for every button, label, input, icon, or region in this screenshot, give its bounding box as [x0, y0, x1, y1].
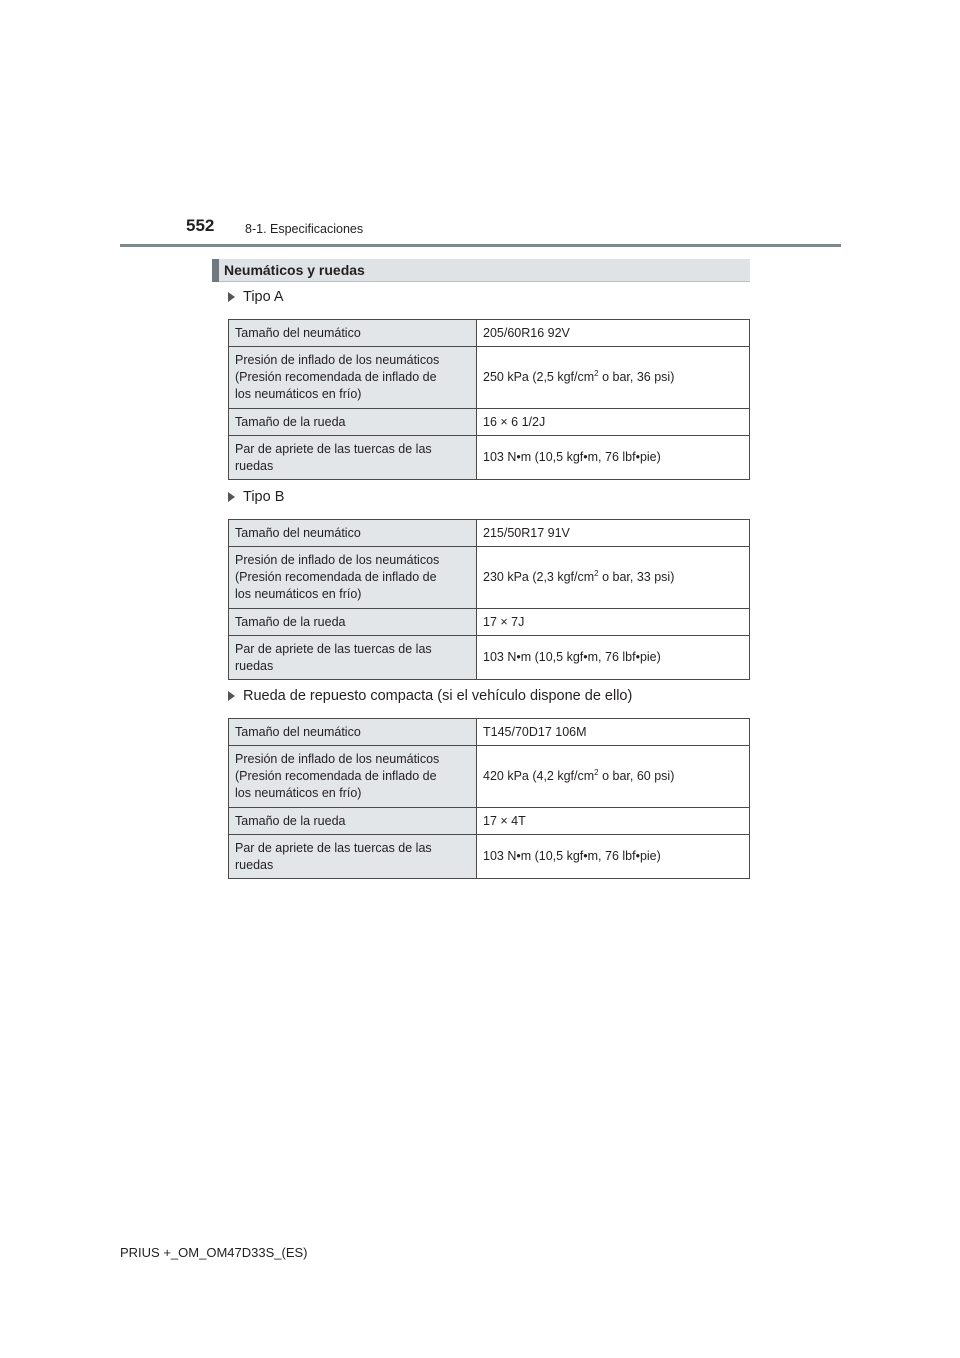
label-line: Par de apriete de las tuercas de las: [235, 840, 432, 855]
value-main: 230 kPa (2,3 kgf/cm: [483, 570, 595, 584]
spec-table-tipo-a: [228, 319, 750, 480]
value-rest: o bar, 33 psi): [598, 570, 675, 584]
triangle-bullet-icon: [228, 691, 235, 701]
table-row: [229, 835, 750, 879]
row-value: 215/50R17 91V: [477, 520, 750, 547]
value-main: 420 kPa (4,2 kgf/cm: [483, 769, 595, 783]
label-line: (Presión recomendada de inflado de: [235, 370, 437, 384]
subhead-label: Tipo A: [243, 289, 284, 305]
table-row: [229, 320, 750, 347]
row-value: 103 N•m (10,5 kgf•m, 76 lbf•pie): [477, 835, 750, 879]
row-label: [229, 835, 477, 879]
label-line: Presión de inflado de los neumáticos: [235, 353, 440, 367]
row-label: Tamaño de la rueda: [229, 609, 477, 636]
section-heading: [212, 259, 750, 282]
label-line: ruedas: [235, 458, 274, 473]
table-row: [229, 808, 750, 835]
row-label: Tamaño de la rueda: [229, 409, 477, 436]
table-row: [229, 520, 750, 547]
value-superscript: 2: [594, 368, 599, 378]
label-line: los neumáticos en frío): [235, 786, 362, 800]
label-line: Presión de inflado de los neumáticos: [235, 553, 440, 567]
table-row: [229, 746, 750, 808]
label-line: Par de apriete de las tuercas de las: [235, 441, 432, 456]
table-row: [229, 347, 750, 409]
row-label: [229, 746, 477, 808]
header-rule: [120, 244, 841, 247]
table-row: [229, 547, 750, 609]
row-value: 16 × 6 1/2J: [477, 409, 750, 436]
table-row: [229, 436, 750, 480]
spec-table-tipo-b: [228, 519, 750, 680]
row-value: [477, 547, 750, 609]
label-line: (Presión recomendada de inflado de: [235, 570, 437, 584]
spec-table-spare: [228, 718, 750, 879]
triangle-bullet-icon: [228, 292, 235, 302]
label-line: los neumáticos en frío): [235, 387, 362, 401]
subhead-label: Tipo B: [243, 489, 285, 505]
table-row: [229, 609, 750, 636]
row-value: T145/70D17 106M: [477, 719, 750, 746]
subhead-tipo-b: [228, 489, 284, 505]
label-line: (Presión recomendada de inflado de: [235, 769, 437, 783]
subhead-label: Rueda de repuesto compacta (si el vehículo dispone de ello): [243, 688, 633, 704]
triangle-bullet-icon: [228, 492, 235, 502]
label-line: ruedas: [235, 658, 274, 673]
row-label: Tamaño del neumático: [229, 719, 477, 746]
table-row: [229, 636, 750, 680]
table-row: [229, 409, 750, 436]
value-rest: o bar, 36 psi): [598, 370, 675, 384]
row-value: [477, 746, 750, 808]
row-value: 17 × 4T: [477, 808, 750, 835]
row-value: 103 N•m (10,5 kgf•m, 76 lbf•pie): [477, 436, 750, 480]
table-row: [229, 719, 750, 746]
chapter-title: 8-1. Especificaciones: [245, 222, 364, 236]
label-line: los neumáticos en frío): [235, 587, 362, 601]
section-title: Neumáticos y ruedas: [224, 262, 365, 278]
footer-doc-code: PRIUS +_OM_OM47D33S_(ES): [120, 1245, 308, 1260]
row-label: Tamaño de la rueda: [229, 808, 477, 835]
label-line: Presión de inflado de los neumáticos: [235, 752, 440, 766]
label-line: Par de apriete de las tuercas de las: [235, 641, 432, 656]
subhead-tipo-a: [228, 289, 284, 305]
row-label: Tamaño del neumático: [229, 320, 477, 347]
row-label: [229, 636, 477, 680]
subhead-spare: [228, 688, 632, 704]
label-line: ruedas: [235, 857, 274, 872]
row-label: [229, 347, 477, 409]
value-main: 250 kPa (2,5 kgf/cm: [483, 370, 595, 384]
row-value: [477, 347, 750, 409]
row-label: [229, 436, 477, 480]
row-value: 103 N•m (10,5 kgf•m, 76 lbf•pie): [477, 636, 750, 680]
row-value: 205/60R16 92V: [477, 320, 750, 347]
value-superscript: 2: [594, 568, 599, 578]
page-number: 552: [186, 216, 215, 235]
row-label: [229, 547, 477, 609]
value-rest: o bar, 60 psi): [598, 769, 675, 783]
value-superscript: 2: [594, 767, 599, 777]
section-heading-bar: [212, 259, 219, 282]
row-label: Tamaño del neumático: [229, 520, 477, 547]
row-value: 17 × 7J: [477, 609, 750, 636]
